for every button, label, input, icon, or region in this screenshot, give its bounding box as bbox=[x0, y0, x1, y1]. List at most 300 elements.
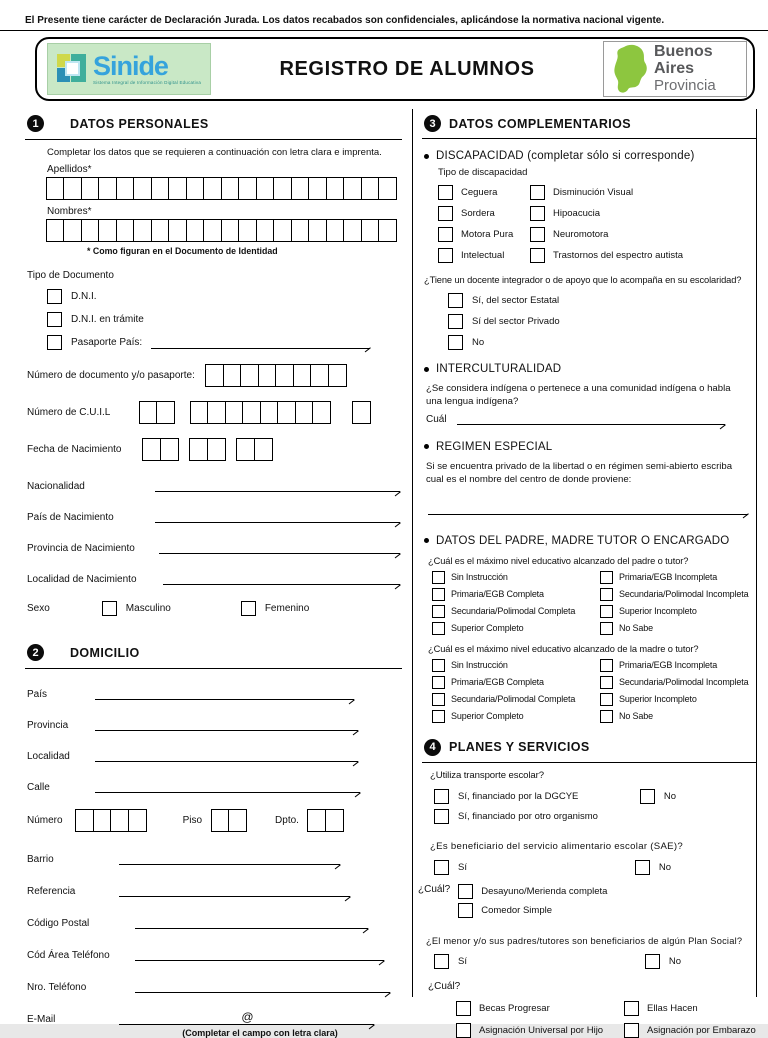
padre-superior-completo: Superior Completo bbox=[432, 622, 600, 635]
interculturalidad-cual-field[interactable] bbox=[457, 412, 725, 425]
char-box bbox=[256, 219, 275, 242]
nombres-label: Nombres* bbox=[47, 206, 92, 217]
cod-area-label: Cód Área Teléfono bbox=[27, 950, 110, 961]
char-box bbox=[223, 364, 242, 387]
tipo-documento-label: Tipo de Documento bbox=[27, 270, 114, 281]
barrio-label: Barrio bbox=[27, 854, 54, 865]
madre-no-sabe-checkbox[interactable] bbox=[600, 710, 613, 723]
char-box bbox=[238, 177, 257, 200]
provincia-label: Provincia bbox=[27, 720, 69, 731]
option-transporte-otro: Sí, financiado por otro organismo bbox=[434, 809, 756, 824]
nivel-padre-options bbox=[432, 571, 756, 635]
localidad-field[interactable] bbox=[95, 748, 358, 762]
sae-cual-block bbox=[418, 884, 756, 918]
sexo-label: Sexo bbox=[27, 603, 50, 614]
option-intelectual: Intelectual bbox=[438, 248, 530, 263]
dni-tramite-checkbox[interactable] bbox=[47, 312, 62, 327]
sinide-icon bbox=[57, 52, 87, 86]
char-box bbox=[93, 809, 112, 832]
sordera-checkbox[interactable] bbox=[438, 206, 453, 221]
option-sae-no: No bbox=[635, 860, 671, 875]
tea-checkbox[interactable] bbox=[530, 248, 545, 263]
char-box bbox=[361, 177, 380, 200]
char-box bbox=[328, 364, 347, 387]
fill-instruction: Completar los datos que se requieren a continuación con letra clara e imprenta. bbox=[47, 147, 382, 158]
char-box bbox=[254, 438, 273, 461]
option-disminucion-visual: Disminución Visual bbox=[530, 185, 756, 200]
sae-question: ¿Es beneficiario del servicio alimentario escolar (SAE)? bbox=[430, 840, 684, 852]
option-dni-tramite bbox=[47, 312, 402, 327]
disclaimer-text: El Presente tiene carácter de Declaración Jurada. Los datos recabados son confidenciales, aplicándose la normativa nacional vigente. bbox=[0, 0, 768, 31]
regimen-especial-text: Si se encuentra privado de la libertad o en régimen semi-abierto escriba cual es el nombre del centro de donde proviene: bbox=[426, 460, 733, 485]
interculturalidad-title: INTERCULTURALIDAD bbox=[436, 363, 562, 375]
motora-pura-checkbox[interactable] bbox=[438, 227, 453, 242]
dni-label: D.N.I. bbox=[71, 291, 97, 302]
apellidos-label: Apellidos* bbox=[47, 164, 92, 175]
fecha-anio-boxes[interactable] bbox=[238, 438, 273, 461]
nro-telefono-label: Nro. Teléfono bbox=[27, 982, 87, 993]
char-box bbox=[361, 219, 380, 242]
char-box bbox=[273, 219, 292, 242]
char-box bbox=[46, 177, 65, 200]
section-datos-complementarios bbox=[422, 109, 756, 139]
numero-label: Número bbox=[27, 815, 63, 826]
padre-primaria-completa-checkbox[interactable] bbox=[432, 588, 445, 601]
padre-secundaria-completa-checkbox[interactable] bbox=[432, 605, 445, 618]
plan-social-question: ¿El menor y/o sus padres/tutores son beneficiarios de algún Plan Social? bbox=[426, 935, 743, 946]
codigo-postal-field[interactable] bbox=[135, 915, 368, 929]
localidad-row bbox=[27, 748, 358, 762]
madre-superior-incompleto-checkbox[interactable] bbox=[600, 693, 613, 706]
disminucion-visual-checkbox[interactable] bbox=[530, 185, 545, 200]
cuil-prefix-boxes[interactable] bbox=[140, 401, 175, 424]
email-at-sign: @ bbox=[241, 1010, 254, 1024]
provincia-nacimiento-field[interactable] bbox=[159, 540, 400, 554]
char-box bbox=[110, 809, 129, 832]
fecha-mes-boxes[interactable] bbox=[191, 438, 226, 461]
dpto-label: Dpto. bbox=[275, 815, 299, 826]
asignacion-embarazo-checkbox[interactable] bbox=[624, 1023, 639, 1038]
pasaporte-label: Pasaporte País: bbox=[71, 337, 143, 348]
option-sordera: Sordera bbox=[438, 206, 530, 221]
localidad-nacimiento-field[interactable] bbox=[163, 571, 400, 585]
referencia-row bbox=[27, 883, 350, 897]
pais-nacimiento-row bbox=[27, 509, 400, 523]
char-box bbox=[307, 809, 326, 832]
form-header bbox=[35, 37, 755, 101]
option-transporte-dgcye: Sí, financiado por la DGCYE bbox=[434, 789, 578, 804]
option-ellas-hacen: Ellas Hacen bbox=[624, 1001, 756, 1016]
docente-privado-checkbox[interactable] bbox=[448, 314, 463, 329]
char-box bbox=[225, 401, 244, 424]
char-box bbox=[186, 177, 205, 200]
dpto-boxes[interactable] bbox=[309, 809, 344, 832]
option-social-si: Sí bbox=[434, 954, 467, 969]
padre-secundaria-incompleta: Secundaria/Polimodal Incompleta bbox=[600, 588, 756, 601]
calle-field[interactable] bbox=[95, 779, 360, 793]
barrio-row bbox=[27, 851, 340, 865]
datos-padres-header bbox=[424, 535, 756, 547]
padre-superior-incompleto-checkbox[interactable] bbox=[600, 605, 613, 618]
option-asignacion-embarazo: Asignación por Embarazo bbox=[624, 1023, 756, 1038]
datos-padres-title: DATOS DEL PADRE, MADRE TUTOR O ENCARGADO bbox=[436, 534, 730, 547]
char-box bbox=[295, 401, 314, 424]
barrio-field[interactable] bbox=[119, 851, 340, 865]
option-social-no: No bbox=[645, 954, 681, 969]
discapacidad-header bbox=[424, 150, 756, 162]
char-box bbox=[242, 401, 261, 424]
cual-label: Cuál bbox=[426, 413, 447, 425]
char-box bbox=[343, 219, 362, 242]
section-1-badge: 1 bbox=[27, 115, 44, 132]
char-box bbox=[46, 219, 65, 242]
cuil-number-boxes[interactable] bbox=[191, 401, 331, 424]
neuromotora-checkbox[interactable] bbox=[530, 227, 545, 242]
referencia-label: Referencia bbox=[27, 886, 76, 897]
bullet-icon bbox=[424, 367, 429, 372]
calle-label: Calle bbox=[27, 782, 50, 793]
bullet-icon bbox=[424, 154, 429, 159]
padre-secundaria-incompleta-checkbox[interactable] bbox=[600, 588, 613, 601]
char-box bbox=[203, 219, 222, 242]
char-box bbox=[81, 177, 100, 200]
numero-boxes[interactable] bbox=[77, 809, 147, 832]
email-row bbox=[27, 1009, 374, 1025]
char-box bbox=[133, 177, 152, 200]
nombres-char-boxes[interactable] bbox=[47, 219, 402, 242]
social-si-checkbox[interactable] bbox=[434, 954, 449, 969]
madre-primaria-incompleta-checkbox[interactable] bbox=[600, 659, 613, 672]
char-box bbox=[378, 177, 397, 200]
transporte-dgcye-checkbox[interactable] bbox=[434, 789, 449, 804]
padre-sin-instruccion: Sin Instrucción bbox=[432, 571, 600, 584]
provincia-field[interactable] bbox=[95, 717, 358, 731]
sexo-femenino-label: Femenino bbox=[264, 603, 310, 614]
numero-documento-boxes[interactable] bbox=[207, 364, 347, 387]
nivel-padre-question: ¿Cuál es el máximo nivel educativo alcanzado del padre o tutor? bbox=[428, 555, 689, 566]
referencia-field[interactable] bbox=[119, 883, 350, 897]
nacionalidad-label: Nacionalidad bbox=[27, 481, 85, 492]
option-motora-pura: Motora Pura bbox=[438, 227, 530, 242]
dni-footnote: * Como figuran en el Documento de Identidad bbox=[87, 246, 278, 256]
sinide-tagline: Sistema Integral de Información Digital Educativa bbox=[92, 79, 202, 85]
ceguera-checkbox[interactable] bbox=[438, 185, 453, 200]
option-ceguera: Ceguera bbox=[438, 185, 530, 200]
madre-superior-completo-checkbox[interactable] bbox=[432, 710, 445, 723]
char-box bbox=[156, 401, 175, 424]
right-column bbox=[413, 109, 757, 1036]
char-box bbox=[190, 401, 209, 424]
comedor-checkbox[interactable] bbox=[458, 903, 473, 918]
regimen-especial-title: REGIMEN ESPECIAL bbox=[436, 440, 553, 453]
section-2-badge: 2 bbox=[27, 644, 44, 661]
option-hipoacucia: Hipoacucia bbox=[530, 206, 756, 221]
regimen-centro-field[interactable] bbox=[428, 513, 748, 515]
char-box bbox=[186, 219, 205, 242]
option-sae-si: Sí bbox=[434, 860, 467, 875]
option-pasaporte bbox=[47, 335, 370, 350]
madre-primaria-completa-checkbox[interactable] bbox=[432, 676, 445, 689]
char-box bbox=[116, 219, 135, 242]
sae-row bbox=[434, 860, 756, 875]
provincia-nacimiento-label: Provincia de Nacimiento bbox=[27, 543, 135, 554]
transporte-otro-checkbox[interactable] bbox=[434, 809, 449, 824]
option-docente-no: No bbox=[448, 335, 756, 350]
hipoacucia-checkbox[interactable] bbox=[530, 206, 545, 221]
pais-field[interactable] bbox=[95, 686, 354, 700]
padre-superior-completo-checkbox[interactable] bbox=[432, 622, 445, 635]
docente-estatal-checkbox[interactable] bbox=[448, 293, 463, 308]
sae-no-checkbox[interactable] bbox=[635, 860, 650, 875]
madre-secundaria-completa-checkbox[interactable] bbox=[432, 693, 445, 706]
char-box bbox=[240, 364, 259, 387]
nacionalidad-row bbox=[27, 478, 400, 492]
char-box bbox=[142, 438, 161, 461]
char-box bbox=[98, 219, 117, 242]
discapacidad-options bbox=[438, 185, 756, 263]
char-box bbox=[326, 219, 345, 242]
padre-superior-incompleto: Superior Incompleto bbox=[600, 605, 756, 618]
intelectual-checkbox[interactable] bbox=[438, 248, 453, 263]
plan-social-row bbox=[434, 954, 756, 969]
transporte-row1 bbox=[434, 789, 756, 804]
option-comedor: Comedor Simple bbox=[458, 903, 607, 918]
char-box bbox=[238, 219, 257, 242]
nivel-madre-question: ¿Cuál es el máximo nivel educativo alcanzado de la madre o tutor? bbox=[428, 643, 699, 654]
char-box bbox=[81, 219, 100, 242]
char-box bbox=[205, 364, 224, 387]
bullet-icon bbox=[424, 444, 429, 449]
sexo-femenino-checkbox[interactable] bbox=[241, 601, 256, 616]
char-box bbox=[236, 438, 255, 461]
dni-checkbox[interactable] bbox=[47, 289, 62, 304]
cod-area-field[interactable] bbox=[135, 947, 384, 961]
ba-logo-line2: Aires bbox=[654, 60, 695, 78]
fecha-nacimiento-row bbox=[27, 438, 402, 461]
madre-secundaria-incompleta-checkbox[interactable] bbox=[600, 676, 613, 689]
char-box bbox=[378, 219, 397, 242]
tipo-discapacidad-label: Tipo de discapacidad bbox=[438, 167, 528, 178]
char-box bbox=[207, 401, 226, 424]
option-transporte-no: No bbox=[640, 789, 676, 804]
char-box bbox=[291, 177, 310, 200]
ba-logo-line3: Provincia bbox=[654, 76, 716, 94]
fecha-nacimiento-label: Fecha de Nacimiento bbox=[27, 444, 122, 455]
padre-no-sabe: No Sabe bbox=[600, 622, 756, 635]
apellidos-char-boxes[interactable] bbox=[47, 177, 402, 200]
madre-primaria-incompleta: Primaria/EGB Incompleta bbox=[600, 659, 756, 672]
char-box bbox=[308, 219, 327, 242]
interculturalidad-header bbox=[424, 363, 756, 375]
sae-si-checkbox[interactable] bbox=[434, 860, 449, 875]
char-box bbox=[326, 177, 345, 200]
codigo-postal-label: Código Postal bbox=[27, 918, 90, 929]
char-box bbox=[160, 438, 179, 461]
sinide-wordmark: Sinide bbox=[92, 50, 168, 81]
padre-primaria-incompleta: Primaria/EGB Incompleta bbox=[600, 571, 756, 584]
nacionalidad-field[interactable] bbox=[155, 478, 400, 492]
char-box bbox=[325, 809, 344, 832]
social-cual-label: ¿Cuál? bbox=[428, 980, 461, 992]
madre-superior-incompleto: Superior Incompleto bbox=[600, 693, 756, 706]
localidad-nacimiento-row bbox=[27, 571, 400, 585]
madre-secundaria-incompleta: Secundaria/Polimodal Incompleta bbox=[600, 676, 756, 689]
numero-documento-label: Número de documento y/o pasaporte: bbox=[27, 370, 195, 381]
char-box bbox=[221, 177, 240, 200]
char-box bbox=[275, 364, 294, 387]
fecha-dia-boxes[interactable] bbox=[144, 438, 179, 461]
padre-sin-instruccion-checkbox[interactable] bbox=[432, 571, 445, 584]
section-3-badge: 3 bbox=[424, 115, 441, 132]
section-planes-servicios bbox=[422, 733, 756, 763]
option-neuromotora: Neuromotora bbox=[530, 227, 756, 242]
option-auh: Asignación Universal por Hijo bbox=[456, 1023, 624, 1038]
madre-primaria-completa: Primaria/EGB Completa bbox=[432, 676, 600, 689]
section-2-title: DOMICILIO bbox=[70, 645, 140, 660]
char-box bbox=[258, 364, 277, 387]
char-box bbox=[211, 809, 230, 832]
option-docente-privado: Sí del sector Privado bbox=[448, 314, 756, 329]
char-box bbox=[207, 438, 226, 461]
sinide-logo bbox=[47, 43, 211, 95]
section-4-title: PLANES Y SERVICIOS bbox=[449, 740, 590, 755]
piso-boxes[interactable] bbox=[212, 809, 247, 832]
plan-social-options bbox=[456, 1001, 756, 1038]
char-box bbox=[139, 401, 158, 424]
form-body bbox=[25, 109, 768, 1038]
sae-cual-label: ¿Cuál? bbox=[418, 883, 451, 895]
provincia-row bbox=[27, 717, 358, 731]
section-domicilio bbox=[25, 638, 402, 669]
localidad-label: Localidad bbox=[27, 751, 70, 762]
option-becas-progresar: Becas Progresar bbox=[456, 1001, 624, 1016]
section-datos-personales bbox=[25, 109, 402, 140]
padre-secundaria-completa: Secundaria/Polimodal Completa bbox=[432, 605, 600, 618]
option-desayuno: Desayuno/Merienda completa bbox=[458, 884, 607, 899]
char-box bbox=[133, 219, 152, 242]
char-box bbox=[128, 809, 147, 832]
cod-area-row bbox=[27, 947, 384, 961]
char-box bbox=[343, 177, 362, 200]
char-box bbox=[273, 177, 292, 200]
madre-sin-instruccion: Sin Instrucción bbox=[432, 659, 600, 672]
left-column bbox=[25, 109, 413, 1038]
section-3-title: DATOS COMPLEMENTARIOS bbox=[449, 116, 632, 131]
char-box bbox=[98, 177, 117, 200]
desayuno-checkbox[interactable] bbox=[458, 884, 473, 899]
discapacidad-title: DISCAPACIDAD (completar sólo si corresponde) bbox=[436, 150, 695, 162]
char-box bbox=[168, 219, 187, 242]
page-title: REGISTRO DE ALUMNOS bbox=[279, 57, 535, 80]
char-box bbox=[260, 401, 279, 424]
sexo-row bbox=[27, 601, 402, 616]
cuil-check-box[interactable] bbox=[353, 401, 371, 424]
char-box bbox=[63, 177, 82, 200]
madre-superior-completo: Superior Completo bbox=[432, 710, 600, 723]
char-box bbox=[352, 401, 371, 424]
piso-label: Piso bbox=[182, 815, 203, 826]
pais-nacimiento-label: País de Nacimiento bbox=[27, 512, 114, 523]
char-box bbox=[221, 219, 240, 242]
nro-telefono-field[interactable] bbox=[135, 979, 390, 993]
province-map-icon bbox=[608, 44, 652, 94]
docente-no-checkbox[interactable] bbox=[448, 335, 463, 350]
buenos-aires-logo bbox=[603, 41, 747, 97]
pasaporte-checkbox[interactable] bbox=[47, 335, 62, 350]
pasaporte-pais-field[interactable] bbox=[151, 337, 370, 349]
option-tea: Trastornos del espectro autista bbox=[530, 248, 756, 263]
char-box bbox=[189, 438, 208, 461]
char-box bbox=[312, 401, 331, 424]
becas-progresar-checkbox[interactable] bbox=[456, 1001, 471, 1016]
madre-secundaria-completa: Secundaria/Polimodal Completa bbox=[432, 693, 600, 706]
cuil-row bbox=[27, 401, 402, 424]
interculturalidad-question: ¿Se considera indígena o pertenece a una comunidad indígena o habla una lengua indígena? bbox=[426, 383, 731, 407]
option-docente-estatal: Sí, del sector Estatal bbox=[448, 293, 756, 308]
ba-logo-line1: Buenos bbox=[654, 43, 713, 61]
social-no-checkbox[interactable] bbox=[645, 954, 660, 969]
transporte-no-checkbox[interactable] bbox=[640, 789, 655, 804]
padre-primaria-completa: Primaria/EGB Completa bbox=[432, 588, 600, 601]
sexo-masculino-checkbox[interactable] bbox=[102, 601, 117, 616]
madre-no-sabe: No Sabe bbox=[600, 710, 756, 723]
section-1-title: DATOS PERSONALES bbox=[70, 116, 209, 131]
char-box bbox=[228, 809, 247, 832]
interculturalidad-cual-row bbox=[426, 412, 756, 425]
sexo-masculino-label: Masculino bbox=[125, 603, 171, 614]
padre-no-sabe-checkbox[interactable] bbox=[600, 622, 613, 635]
docente-integrador-question: ¿Tiene un docente integrador o de apoyo que lo acompaña en su escolaridad? bbox=[424, 275, 742, 285]
codigo-postal-row bbox=[27, 915, 368, 929]
char-box bbox=[310, 364, 329, 387]
regimen-especial-header bbox=[424, 441, 756, 453]
char-box bbox=[168, 177, 187, 200]
email-field[interactable] bbox=[119, 1009, 374, 1025]
calle-row bbox=[27, 779, 360, 793]
dni-tramite-label: D.N.I. en trámite bbox=[71, 314, 144, 325]
ellas-hacen-checkbox[interactable] bbox=[624, 1001, 639, 1016]
char-box bbox=[256, 177, 275, 200]
nro-telefono-row bbox=[27, 979, 390, 993]
numero-documento-row bbox=[27, 364, 402, 387]
char-box bbox=[291, 219, 310, 242]
pais-label: País bbox=[27, 689, 48, 700]
bullet-icon bbox=[424, 538, 429, 543]
char-box bbox=[75, 809, 94, 832]
section-4-badge: 4 bbox=[424, 739, 441, 756]
nivel-madre-options bbox=[432, 659, 756, 723]
char-box bbox=[277, 401, 296, 424]
numero-piso-dpto-row bbox=[27, 809, 402, 832]
char-box bbox=[151, 219, 170, 242]
provincia-nacimiento-row bbox=[27, 540, 400, 554]
char-box bbox=[293, 364, 312, 387]
transporte-question: ¿Utiliza transporte escolar? bbox=[430, 769, 544, 781]
email-note: (Completar el campo con letra clara) bbox=[182, 1028, 338, 1038]
pais-row bbox=[27, 686, 354, 700]
auh-checkbox[interactable] bbox=[456, 1023, 471, 1038]
cuil-label: Número de C.U.I.L bbox=[27, 407, 111, 418]
char-box bbox=[63, 219, 82, 242]
madre-sin-instruccion-checkbox[interactable] bbox=[432, 659, 445, 672]
email-label: E-Mail bbox=[27, 1014, 56, 1025]
padre-primaria-incompleta-checkbox[interactable] bbox=[600, 571, 613, 584]
char-box bbox=[151, 177, 170, 200]
pais-nacimiento-field[interactable] bbox=[155, 509, 400, 523]
char-box bbox=[308, 177, 327, 200]
char-box bbox=[203, 177, 222, 200]
char-box bbox=[116, 177, 135, 200]
